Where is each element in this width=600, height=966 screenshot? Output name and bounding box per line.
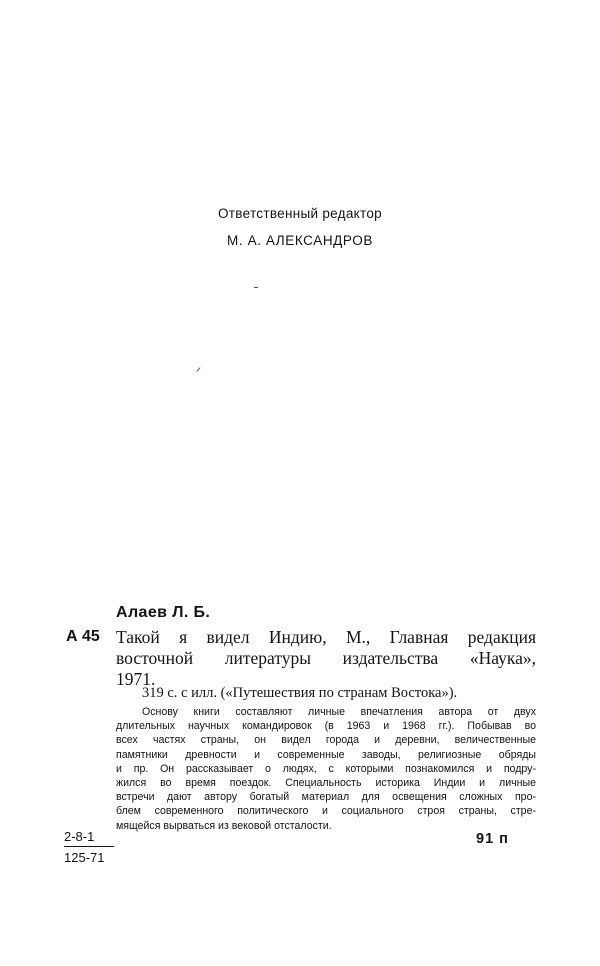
- editor-name: М. А. АЛЕКСАНДРОВ: [227, 233, 373, 248]
- annotation-line: Основу книги составляют личные впечатления автора от двух: [142, 706, 536, 718]
- annotation-line: мящейся вырваться из вековой отсталости.: [116, 819, 332, 832]
- annotation-line: блем современного политического и социального строя страны, стре-: [116, 805, 536, 818]
- title-line: восточной литературы издательства «Наука»,: [116, 648, 536, 668]
- print-speck: [197, 367, 201, 371]
- catalog-author: Алаев Л. Б.: [116, 604, 211, 621]
- annotation-line: памятники древности и современные заводы, религиозные обряды: [116, 748, 536, 761]
- annotation-line: жился во время поездок. Специальность историка Индии и личные: [116, 777, 536, 790]
- annotation: [116, 705, 536, 833]
- catalog-pages: 319 с. с илл. («Путешествия по странам Востока»).: [142, 685, 458, 701]
- annotation-line: всех частях страны, он видел города и деревни, величественные: [116, 734, 536, 747]
- title-line: 1971.: [116, 669, 156, 689]
- classification-numerator: 2-8-1: [64, 829, 95, 844]
- editor-role: Ответственный редактор: [218, 206, 382, 221]
- catalog-code: А 45: [66, 628, 100, 645]
- price-code: 91 п: [476, 831, 509, 847]
- fraction-divider: [64, 846, 114, 847]
- catalog-title: [116, 627, 536, 690]
- print-speck: [254, 287, 258, 288]
- classification-denominator: 125-71: [64, 850, 105, 865]
- annotation-line: длительных научных командировок (в 1963 и 1968 гг.). Побывав во: [116, 720, 536, 733]
- title-line: Такой я видел Индию, М., Главная редакция: [116, 627, 536, 647]
- annotation-line: и пр. Он рассказывает о людях, с которыми познакомился и подру-: [116, 762, 536, 775]
- annotation-line: встречи дают автору богатый материал для освещения сложных про-: [116, 791, 536, 804]
- classification-fraction: [64, 829, 114, 865]
